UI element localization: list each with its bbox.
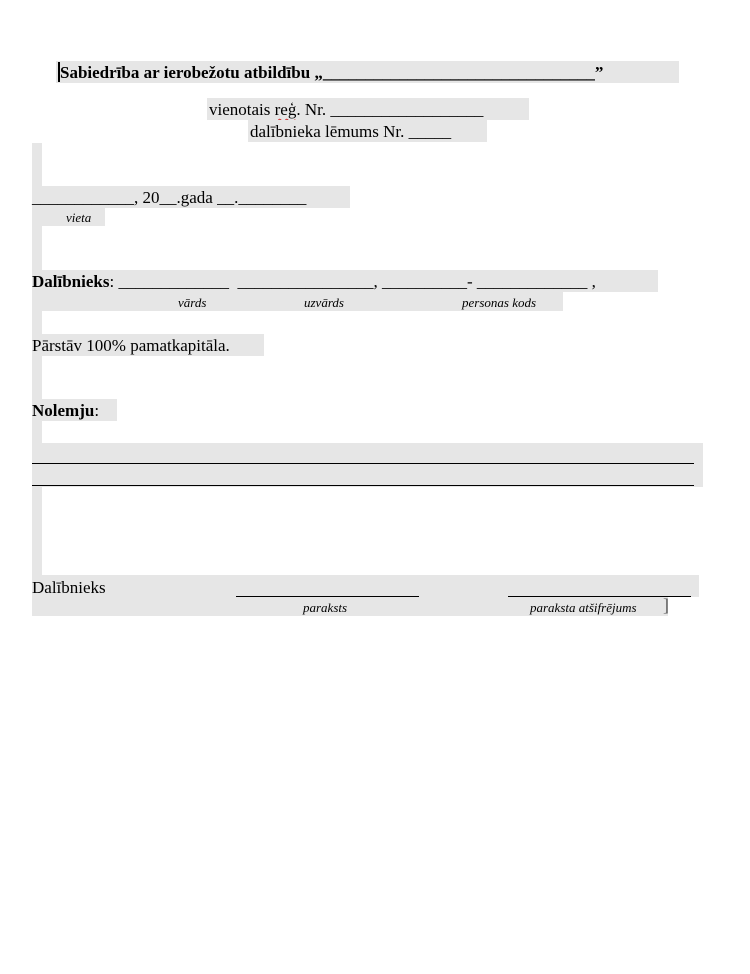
decision-text-field[interactable] <box>32 443 703 487</box>
signature-decryption-label: paraksta atšifrējums <box>530 600 637 615</box>
member-line <box>32 272 596 292</box>
name-label: vārds <box>178 295 207 310</box>
member-fields: : _____________ ________________, __________- _____________ , <box>109 272 596 291</box>
decision-label-line <box>32 401 99 421</box>
signature-label: paraksts <box>303 600 348 615</box>
decision-label: Nolemju <box>32 401 95 420</box>
place-date-line: ____________, 20__.gada __.________ <box>32 188 307 207</box>
decision-line-2 <box>32 485 694 486</box>
decision-number-line: dalībnieka lēmums Nr. _____ <box>250 122 452 141</box>
decision-line-1 <box>32 463 694 464</box>
member-label: Dalībnieks <box>32 272 110 291</box>
decision-colon: : <box>94 401 100 420</box>
share-text: Pārstāv 100% pamatkapitāla. <box>32 336 230 355</box>
reg-number-line <box>209 100 483 120</box>
company-line: Sabiedrība ar ierobežotu atbildību „________________________________” <box>60 63 604 82</box>
personal-code-label: personas kods <box>462 295 537 310</box>
signature-field[interactable] <box>32 575 699 597</box>
signature-member-label: Dalībnieks <box>32 578 106 597</box>
reg-prefix: vienotais <box>209 100 275 119</box>
reg-suffix: . Nr. __________________ <box>296 100 484 119</box>
end-bracket: ] <box>663 595 669 615</box>
surname-label: uzvārds <box>304 295 344 310</box>
reg-word: reģ <box>274 100 297 119</box>
place-label: vieta <box>66 210 92 225</box>
